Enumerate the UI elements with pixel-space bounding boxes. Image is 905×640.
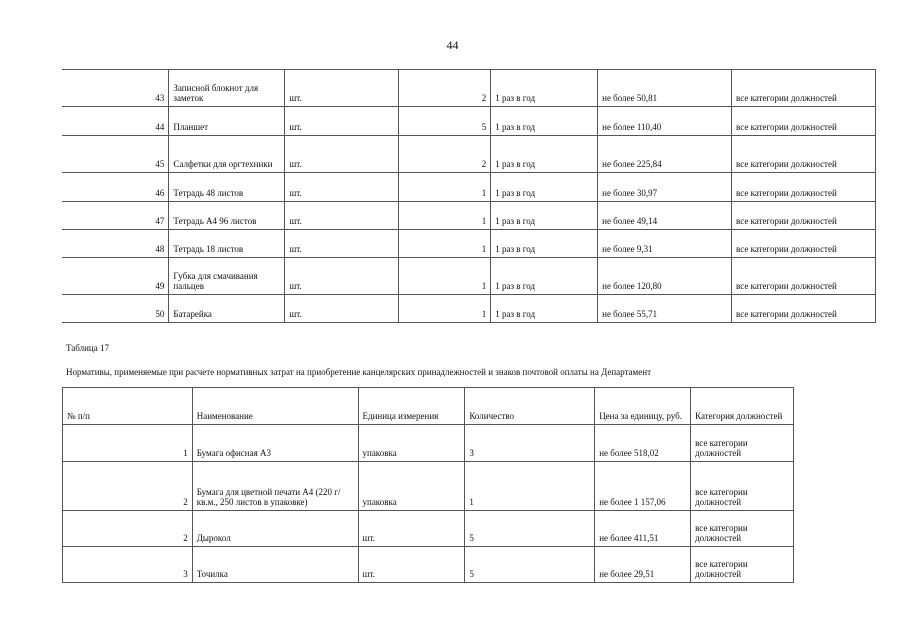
row-number: 47 — [62, 202, 169, 230]
header-name: Наименование — [192, 388, 358, 425]
row-number: 3 — [63, 547, 193, 583]
unit: шт. — [285, 136, 399, 173]
header-price: Цена за единицу, руб. — [595, 388, 691, 425]
header-num: № п/п — [63, 388, 193, 425]
table-row — [63, 511, 794, 547]
unit: шт. — [285, 70, 399, 107]
unit: шт. — [285, 173, 399, 202]
table-row — [62, 107, 876, 136]
price: не более 1 157,06 — [595, 462, 691, 511]
item-name: Губка для смачивания пальцев — [169, 258, 285, 295]
frequency: 1 раз в год — [491, 173, 598, 202]
frequency: 1 раз в год — [491, 70, 598, 107]
table-row — [62, 258, 876, 295]
category: все категории должностей — [732, 70, 876, 107]
item-name: Точилка — [192, 547, 358, 583]
header-category: Категория должностей — [691, 388, 794, 425]
frequency: 1 раз в год — [491, 258, 598, 295]
row-number: 43 — [62, 70, 169, 107]
price: не более 110,40 — [598, 107, 732, 136]
quantity: 1 — [399, 258, 491, 295]
quantity: 2 — [399, 70, 491, 107]
item-name: Тетрадь 48 листов — [169, 173, 285, 202]
category: все категории должностей — [732, 295, 876, 323]
unit: шт. — [285, 107, 399, 136]
unit: упаковка — [358, 462, 465, 511]
price: не более 29,51 — [595, 547, 691, 583]
price: не более 30,97 — [598, 173, 732, 202]
category: все категории должностей — [691, 425, 794, 462]
table-row — [63, 462, 794, 511]
quantity: 1 — [399, 295, 491, 323]
row-number: 48 — [62, 230, 169, 258]
item-name: Тетрадь А4 96 листов — [169, 202, 285, 230]
item-name: Бумага офисная А3 — [192, 425, 358, 462]
category: все категории должностей — [732, 173, 876, 202]
page-number: 44 — [446, 38, 459, 52]
table-row — [63, 425, 794, 462]
row-number: 44 — [62, 107, 169, 136]
price: не более 55,71 — [598, 295, 732, 323]
row-number: 2 — [63, 511, 193, 547]
price: не более 225,84 — [598, 136, 732, 173]
unit: шт. — [285, 202, 399, 230]
unit: упаковка — [358, 425, 465, 462]
unit: шт. — [358, 547, 465, 583]
category: все категории должностей — [691, 547, 794, 583]
quantity: 5 — [465, 547, 595, 583]
table-row — [63, 547, 794, 583]
price: не более 411,51 — [595, 511, 691, 547]
quantity: 1 — [399, 202, 491, 230]
item-name: Тетрадь 18 листов — [169, 230, 285, 258]
item-name: Записной блокнот для заметок — [169, 70, 285, 107]
header-qty: Количество — [465, 388, 595, 425]
table-row — [62, 136, 876, 173]
quantity: 3 — [465, 425, 595, 462]
item-name: Планшет — [169, 107, 285, 136]
unit: шт. — [358, 511, 465, 547]
table-row — [62, 295, 876, 323]
category: все категории должностей — [732, 258, 876, 295]
category: все категории должностей — [732, 136, 876, 173]
frequency: 1 раз в год — [491, 136, 598, 173]
price: не более 518,02 — [595, 425, 691, 462]
quantity: 1 — [465, 462, 595, 511]
category: все категории должностей — [732, 107, 876, 136]
table-17-caption: Таблица 17 — [66, 343, 109, 353]
frequency: 1 раз в год — [491, 295, 598, 323]
price: не более 9,31 — [598, 230, 732, 258]
quantity: 2 — [399, 136, 491, 173]
table-row — [62, 70, 876, 107]
row-number: 45 — [62, 136, 169, 173]
category: все категории должностей — [691, 511, 794, 547]
unit: шт. — [285, 230, 399, 258]
category: все категории должностей — [732, 202, 876, 230]
frequency: 1 раз в год — [491, 230, 598, 258]
table-17-header-row — [63, 388, 794, 425]
row-number: 46 — [62, 173, 169, 202]
item-name: Салфетки для оргтехники — [169, 136, 285, 173]
table-row — [62, 202, 876, 230]
quantity: 5 — [399, 107, 491, 136]
table-17-title: Нормативы, применяемые при расчете нормативных затрат на приобретение канцелярских принадлежностей и знаков почтовой оплаты на Департамент — [66, 367, 651, 377]
row-number: 2 — [63, 462, 193, 511]
quantity: 1 — [399, 173, 491, 202]
category: все категории должностей — [732, 230, 876, 258]
quantity: 5 — [465, 511, 595, 547]
header-unit: Единица измерения — [358, 388, 465, 425]
price: не более 50,81 — [598, 70, 732, 107]
quantity: 1 — [399, 230, 491, 258]
frequency: 1 раз в год — [491, 107, 598, 136]
table-row — [62, 230, 876, 258]
unit: шт. — [285, 295, 399, 323]
table-row — [62, 173, 876, 202]
row-number: 1 — [63, 425, 193, 462]
frequency: 1 раз в год — [491, 202, 598, 230]
item-name: Батарейка — [169, 295, 285, 323]
row-number: 49 — [62, 258, 169, 295]
table-17 — [62, 387, 794, 583]
item-name: Бумага для цветной печати А4 (220 г/кв.м., 250 листов в упаковке) — [192, 462, 358, 511]
price: не более 49,14 — [598, 202, 732, 230]
supplies-table-continued — [62, 69, 876, 323]
item-name: Дырокол — [192, 511, 358, 547]
category: все категории должностей — [691, 462, 794, 511]
price: не более 120,80 — [598, 258, 732, 295]
unit: шт. — [285, 258, 399, 295]
row-number: 50 — [62, 295, 169, 323]
